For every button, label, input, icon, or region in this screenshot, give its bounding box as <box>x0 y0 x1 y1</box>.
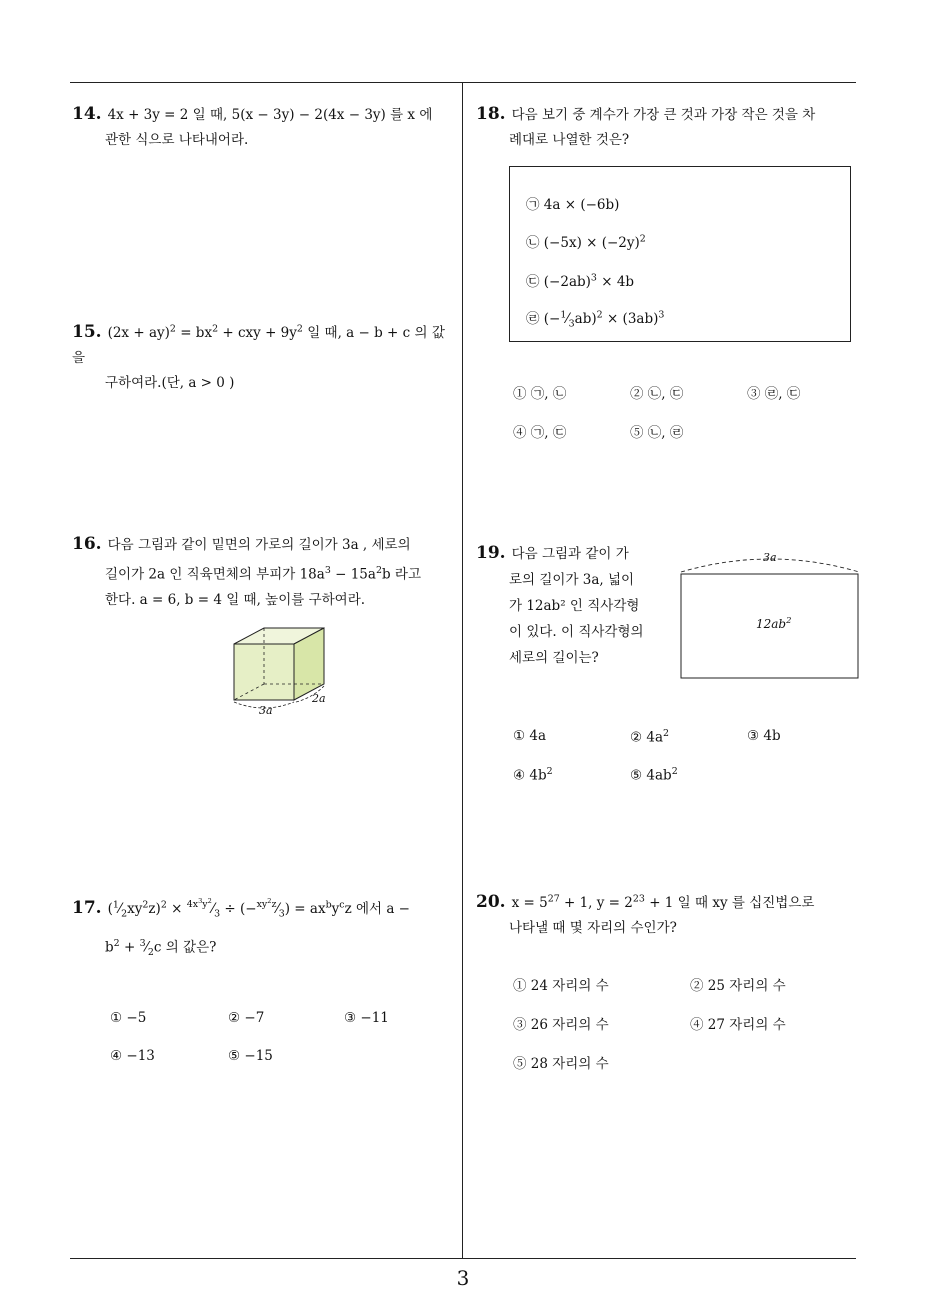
option[interactable]: ⑤ −15 <box>228 1048 273 1064</box>
option[interactable]: ② ㉡, ㉢ <box>630 386 684 402</box>
figure-label-depth: 2a <box>312 692 326 705</box>
figure-inner-label: $12ab^2$ <box>756 615 792 631</box>
question-number: 16. <box>72 534 102 554</box>
question-text: $x = 5^{27} + 1$, $y = 2^{23} + 1$ 일 때 xy 를 십진법으로 <box>511 893 815 911</box>
question-text: 길이가 2a 인 직육면체의 부피가 $18a^3 - 15a^2b$ 라고 <box>105 565 421 583</box>
option[interactable]: ④ ㉠, ㉢ <box>513 425 567 441</box>
question-text: 가 12ab² 인 직사각형 <box>509 598 640 614</box>
question-14 <box>72 102 456 153</box>
option[interactable]: ④ −13 <box>110 1048 155 1064</box>
option[interactable]: ③ −11 <box>344 1010 389 1026</box>
question-text: $b^2$ + $^3⁄_2c$ 의 값은? <box>105 938 217 959</box>
question-number: 17. <box>72 897 102 918</box>
bottom-rule <box>70 1258 856 1259</box>
question-15 <box>72 316 456 396</box>
question-text: 다음 보기 중 계수가 가장 큰 것과 가장 작은 것을 차 <box>511 107 816 123</box>
option[interactable]: ③ 26 자리의 수 <box>513 1017 609 1033</box>
question-text: $(2x + ay)^2 = bx^2$ + cxy + $9y^2$ 일 때, a − b + c 의 값을 <box>72 323 445 366</box>
option[interactable]: ① 24 자리의 수 <box>513 978 609 994</box>
question-text: 4x + 3y = 2 일 때, 5(x − 3y) − 2(4x − 3y) 를 x 에 <box>107 107 433 123</box>
option[interactable]: ① ㉠, ㉡ <box>513 386 567 402</box>
option[interactable]: ④ $4b^2$ <box>513 766 553 784</box>
figure-label-width: 3a <box>259 704 273 717</box>
column-divider <box>462 82 463 1258</box>
question-number: 19. <box>476 543 506 563</box>
option[interactable]: ② $4a^2$ <box>630 728 670 746</box>
question-text: 이 있다. 이 직사각형의 <box>509 624 644 640</box>
box-item: ㉢ $(-2ab)^3 \times 4b$ <box>526 272 635 290</box>
question-number: 14. <box>72 104 102 124</box>
option[interactable]: ⑤ 28 자리의 수 <box>513 1056 609 1072</box>
option[interactable]: ① −5 <box>110 1010 147 1026</box>
page-number: 3 <box>456 1266 470 1290</box>
question-text: 세로의 길이는? <box>509 650 599 666</box>
option[interactable]: ④ 27 자리의 수 <box>690 1017 786 1033</box>
question-text: 나타낼 때 몇 자리의 수인가? <box>509 919 677 936</box>
option[interactable]: ⑤ $4ab^2$ <box>630 766 678 784</box>
figure-top-label: 3a <box>763 551 777 564</box>
question-text: 로의 길이가 3a, 넓이 <box>509 572 635 588</box>
question-19 <box>476 540 666 671</box>
question-17 <box>72 886 456 969</box>
question-text: 례대로 나열한 것은? <box>509 132 630 148</box>
option[interactable]: ⑤ ㉡, ㉣ <box>630 425 684 441</box>
question-20 <box>476 886 860 941</box>
option[interactable]: ③ ㉣, ㉢ <box>747 386 801 402</box>
question-text: 구하여라.(단, a > 0 ) <box>105 374 235 391</box>
option[interactable]: ① 4a <box>513 728 547 744</box>
question-text: 한다. a = 6, b = 4 일 때, 높이를 구하여라. <box>105 591 366 608</box>
question-number: 18. <box>476 104 506 124</box>
question-text: 다음 그림과 같이 밑면의 가로의 길이가 3a , 세로의 <box>107 537 411 553</box>
question-text: $(^1⁄_2xy^2z)^2$ × $^{4x^3y^2}⁄_3$ ÷ $(-^{xy^2z}⁄_3) = ax^by^cz$ 에서 a − <box>107 897 410 920</box>
question-18 <box>476 102 860 153</box>
question-16 <box>72 532 456 613</box>
box-item: ㉣ $(-^1⁄_3ab)^2 \times (3ab)^3$ <box>526 309 665 330</box>
option[interactable]: ② 25 자리의 수 <box>690 978 786 994</box>
question-text: 관한 식으로 나타내어라. <box>105 132 249 148</box>
box-item: ㉠ 4a × (−6b) <box>526 197 620 213</box>
question-text: 다음 그림과 같이 가 <box>511 546 629 562</box>
choice-box <box>509 166 851 342</box>
question-number: 20. <box>476 891 506 912</box>
top-rule <box>70 82 856 83</box>
box-item: ㉡ $(-5x) \times (-2y)^2$ <box>526 233 646 251</box>
option[interactable]: ③ 4b <box>747 728 781 744</box>
option[interactable]: ② −7 <box>228 1010 265 1026</box>
question-number: 15. <box>72 321 102 342</box>
